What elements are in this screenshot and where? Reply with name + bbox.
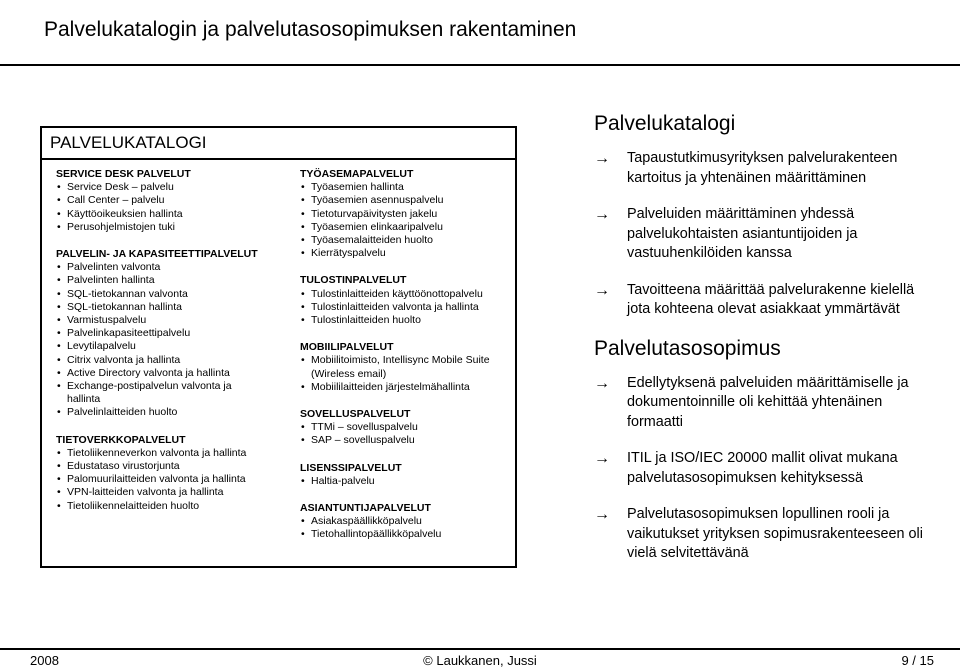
footer [0,650,960,672]
service-item: • Palvelinkapasiteettipalvelu [56,327,266,340]
service-item: • VPN-laitteiden valvonta ja hallinta [56,486,266,499]
sla-heading: Palvelutasosopimus [594,336,781,360]
service-section [300,502,515,542]
service-section-title: SOVELLUSPALVELUT [300,408,411,421]
footer-year: 2008 [30,653,59,668]
service-item: • Tulostinlaitteiden käyttöönottopalvelu [300,288,515,301]
bullet-text: ITIL ja ISO/IEC 20000 mallit olivat mukana palvelutasosopimuksen kehityksessä [627,450,898,486]
arrow-icon: → [594,450,610,467]
catalog-box-divider [40,158,517,160]
arrow-icon: → [594,281,610,299]
bullet-point [594,281,939,320]
sla-points [594,374,939,564]
bullet-point [594,205,939,264]
service-section-title: TULOSTINPALVELUT [300,274,407,287]
arrow-icon: → [594,506,610,523]
bullet-text: Tavoitteena määrittää palvelurakenne kielellä jota kohteena olevat asiakkaat ymmärtävät [627,281,915,317]
bullet-text: Tapaustutkimusyrityksen palvelurakenteen kartoitus ja yhtenäinen määrittäminen [627,150,898,186]
slide-title: Palvelukatalogin ja palvelutasosopimuksen rakentaminen [44,18,577,41]
service-item: • Haltia-palvelu [300,475,515,488]
top-rule [0,64,960,66]
service-section [56,248,266,420]
service-item: • Varmistuspalvelu [56,314,266,327]
service-section-title: ASIANTUNTIJAPALVELUT [300,502,431,515]
service-section-title: MOBIILIPALVELUT [300,341,394,354]
service-item: • Työasemien asennuspalvelu [300,194,515,207]
service-item: • Asiakaspäällikköpalvelu [300,515,515,528]
service-item: • Mobiililaitteiden järjestelmähallinta [300,381,515,394]
bullet-point [594,505,939,564]
service-section [56,434,266,513]
catalog-heading: Palvelukatalogi [594,112,736,135]
bullet-point [594,449,939,488]
service-section [300,462,515,488]
service-item: • Levytilapalvelu [56,340,266,353]
bullet-point [594,374,939,433]
catalog-box-heading: PALVELUKATALOGI [50,133,207,152]
service-item: • Call Center – palvelu [56,194,266,207]
service-item: • SQL-tietokannan hallinta [56,301,266,314]
service-section-title: PALVELIN- JA KAPASITEETTIPALVELUT [56,248,258,261]
right-panel [594,112,939,581]
service-item: • Työasemalaitteiden huolto [300,234,515,247]
service-section-title: TYÖASEMAPALVELUT [300,168,414,180]
service-item: • Tulostinlaitteiden huolto [300,314,515,327]
footer-author: © Laukkanen, Jussi [423,653,537,668]
service-item: • Mobiilitoimisto, Intellisync Mobile Suite (Wireless email) [300,354,515,380]
service-item: • Exchange-postipalvelun valvonta ja hallinta [56,380,266,406]
service-item: • Tulostinlaitteiden valvonta ja hallinta [300,301,515,314]
bullet-point [594,149,939,188]
bullet-text: Palveluiden määrittäminen yhdessä palvelukohtaisten asiantuntijoiden ja vastuuhenkilöiden kanssa [627,206,858,261]
catalog-right-column [300,168,515,556]
service-section [300,168,515,260]
service-section-title: LISENSSIPALVELUT [300,461,402,474]
service-item: • Active Directory valvonta ja hallinta [56,367,266,380]
service-item: • Tietoturvapäivitysten jakelu [300,208,515,221]
bullet-text: Edellytyksenä palveluiden määrittämiselle ja dokumentoinnille oli kehittää yhtenäinen formaatti [627,374,909,430]
arrow-icon: → [594,206,610,223]
service-item: • SQL-tietokannan valvonta [56,288,266,301]
service-item: • SAP – sovelluspalvelu [300,434,515,447]
service-item: • Palvelinten hallinta [56,274,266,287]
service-item: • Kierrätyspalvelu [300,247,515,260]
service-item: • Palomuurilaitteiden valvonta ja hallinta [56,473,266,486]
service-item: • Palvelinlaitteiden huolto [56,406,266,419]
service-section [56,168,266,234]
service-item: • Tietoliikenneverkon valvonta ja hallinta [56,447,266,460]
service-section-title: SERVICE DESK PALVELUT [56,168,191,180]
footer-page-number: 9 / 15 [901,653,934,668]
service-item: • Tietoliikennelaitteiden huolto [56,500,266,513]
arrow-icon: → [594,150,610,167]
service-item: • Perusohjelmistojen tuki [56,221,266,234]
service-section-title: TIETOVERKKOPALVELUT [56,433,186,446]
service-item: • Tietohallintopäällikköpalvelu [300,528,515,541]
bullet-text: Palvelutasosopimuksen lopullinen rooli ja vaikutukset yrityksen sopimusrakenteeseen oli vielä selvitettävänä [627,506,923,561]
service-item: • Edustataso virustorjunta [56,460,266,473]
service-section [300,341,515,394]
arrow-icon: → [594,374,610,392]
service-item: • Service Desk – palvelu [56,181,266,194]
service-item: • Palvelinten valvonta [56,261,266,274]
service-item: • Citrix valvonta ja hallinta [56,354,266,367]
service-item: • TTMi – sovelluspalvelu [300,421,515,434]
catalog-points [594,149,939,320]
service-item: • Työasemien elinkaaripalvelu [300,221,515,234]
service-section [300,274,515,327]
service-item: • Työasemien hallinta [300,181,515,194]
service-section [300,408,515,448]
catalog-left-column [56,168,266,527]
service-item: • Käyttöoikeuksien hallinta [56,208,266,221]
